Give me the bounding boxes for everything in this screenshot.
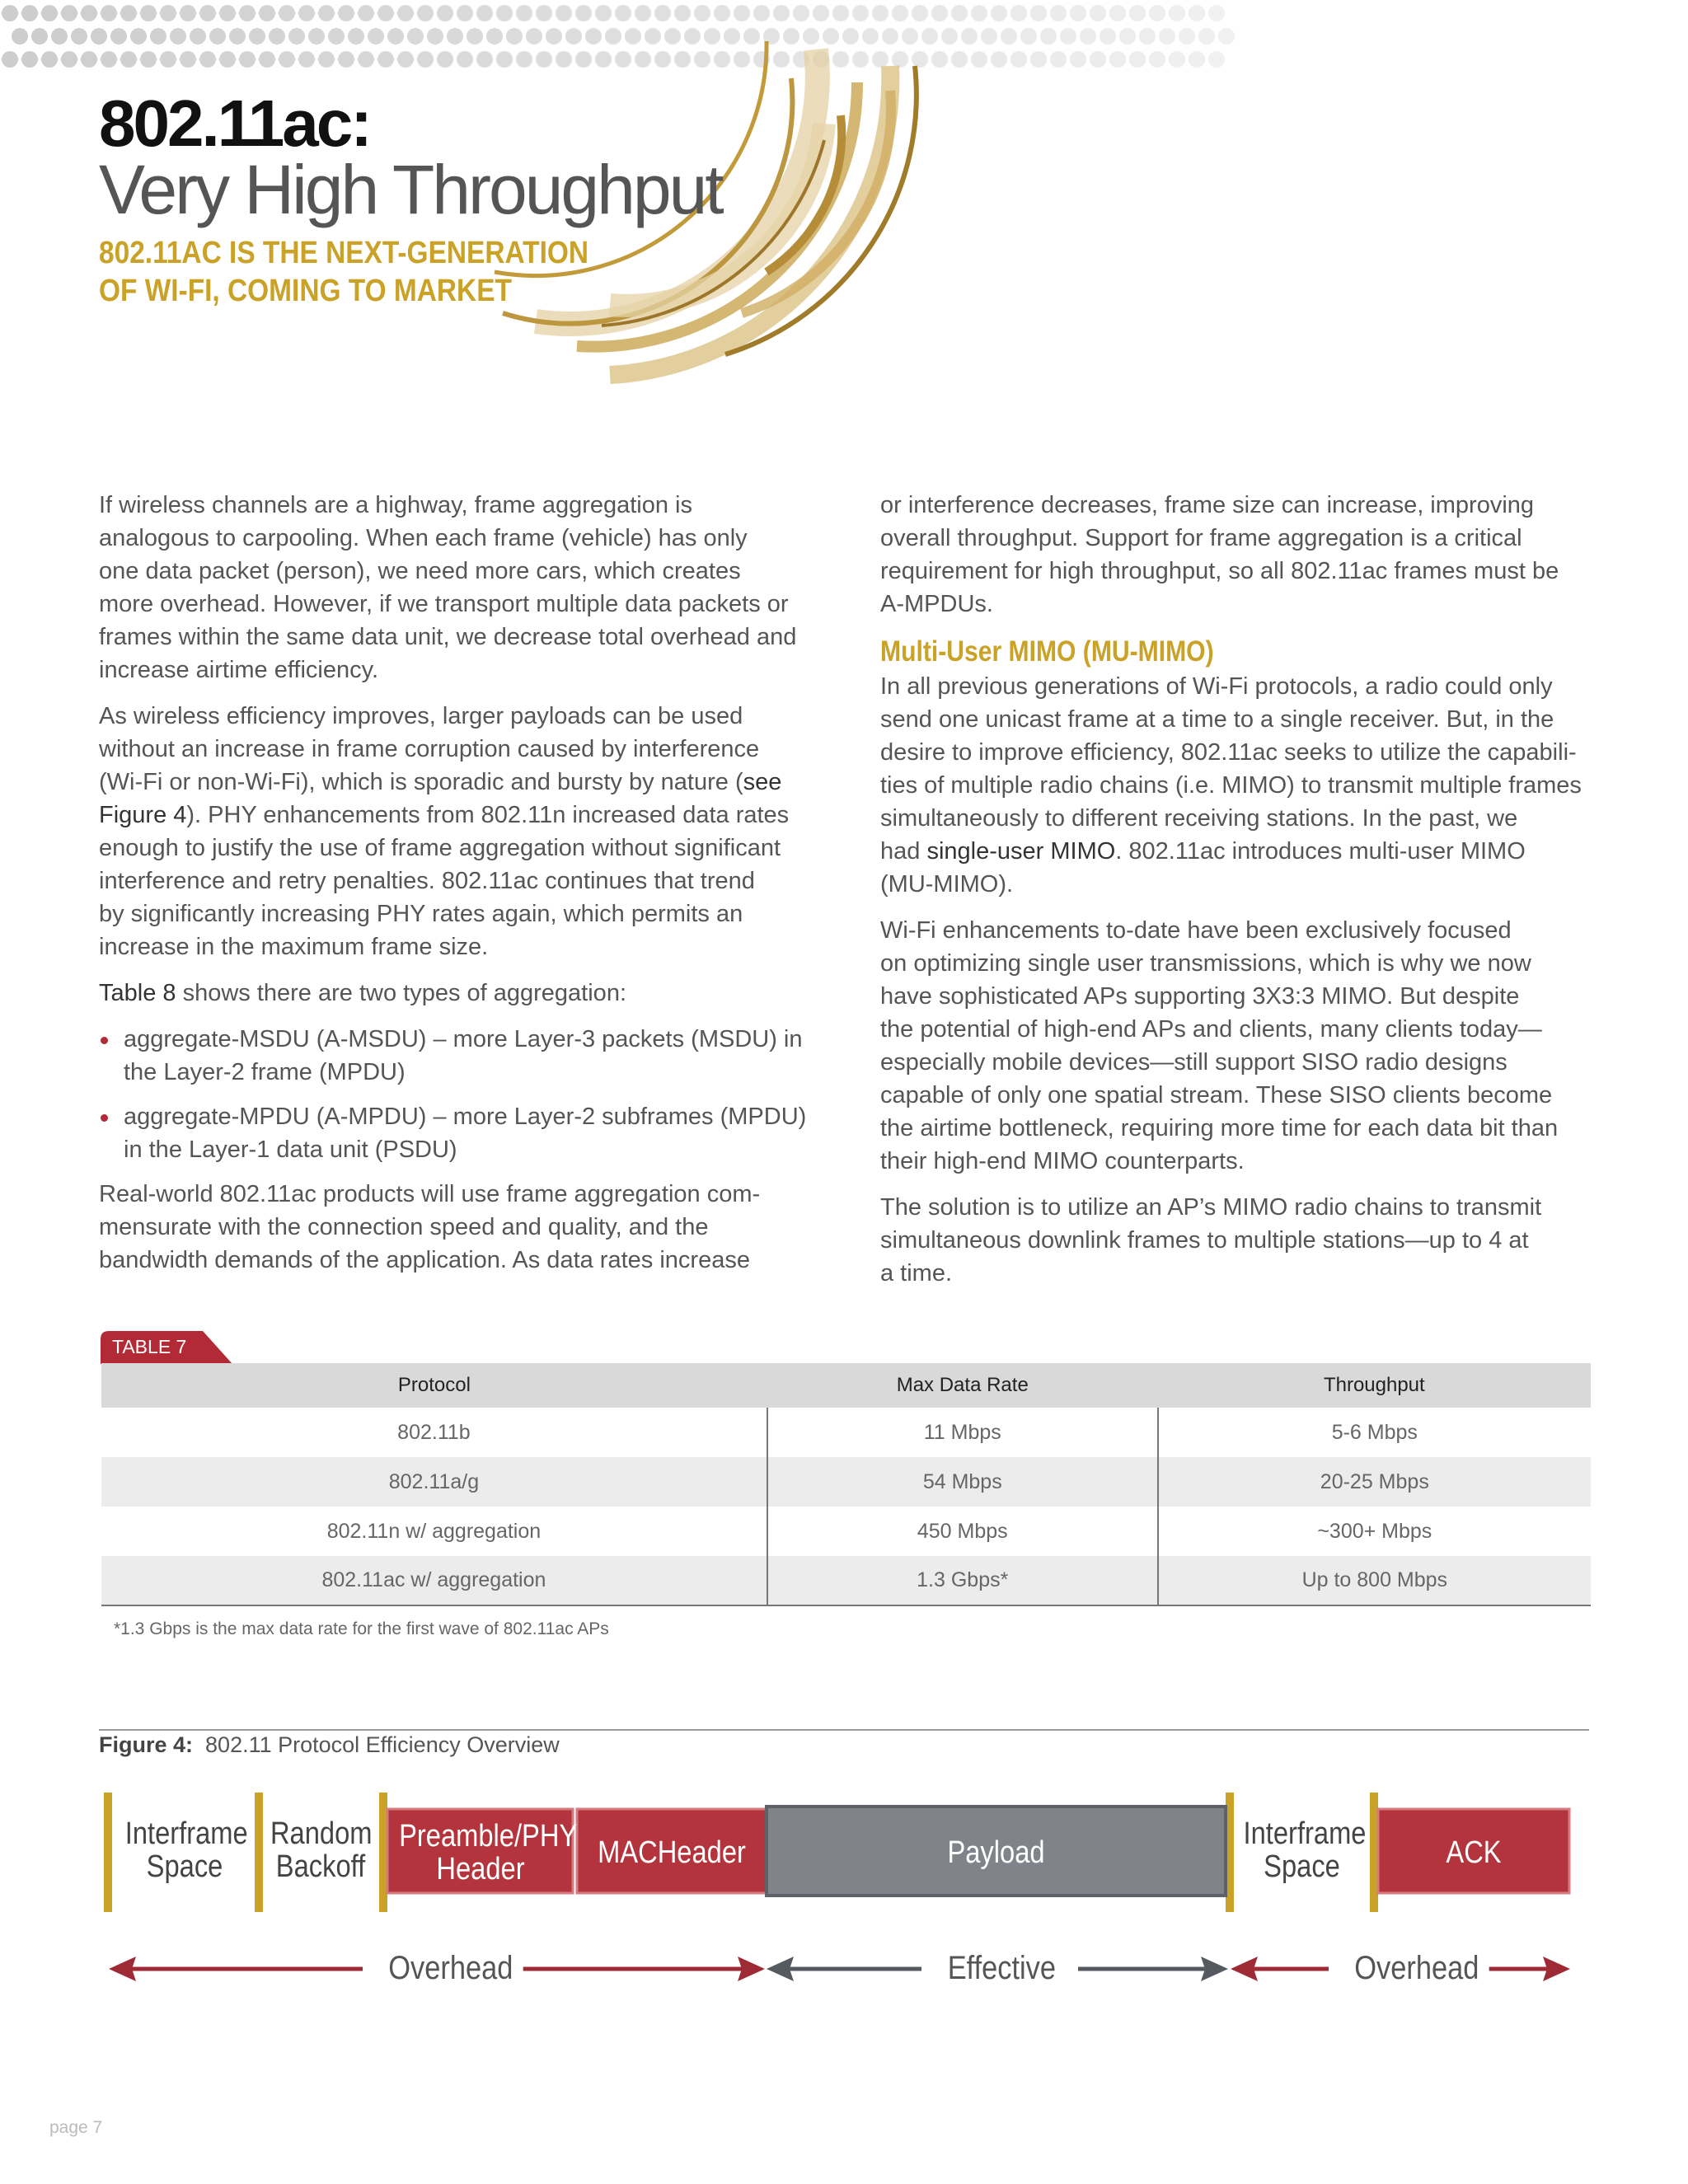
effective-label: Effective: [938, 1950, 1066, 1987]
paragraph: Real-world 802.11ac products will use frame aggregation com- mensurate with the connection speed and quality, and the bandwidth demands of the application. As data rates increase: [99, 1181, 761, 1273]
table-cell: 5-6 Mbps: [1331, 1420, 1418, 1444]
interframe-space-label-2: [1243, 1816, 1367, 1884]
table-cell: Up to 800 Mbps: [1158, 1556, 1591, 1605]
list-item: aggregate-MPDU (A-MPDU) – more Layer-2 subframes (MPDU) in the Layer-1 data unit (PSDU): [99, 1100, 824, 1166]
overhead-label-right: Overhead: [1344, 1950, 1489, 1987]
table-cell: 802.11a/g: [101, 1457, 767, 1507]
payload-label: Payload: [947, 1835, 1045, 1870]
table-cell: 1.3 Gbps*: [767, 1556, 1158, 1605]
subtitle-line-2: OF WI-FI, COMING TO MARKET: [99, 274, 512, 308]
label-line: Header: [436, 1852, 525, 1886]
term-highlight: single-user MIMO: [926, 838, 1116, 865]
label-line: Space: [1264, 1849, 1340, 1884]
paragraph: If wireless channels are a highway, frame aggregation is analogous to carpooling. When each frame (vehicle) has only one data packet (person), we need more cars, which creates more overhead. However, if we transport multiple data packets or frames within the same data unit, we decrease total overhead and increase airtime efficiency.: [99, 492, 797, 683]
table-cell: 802.11ac w/ aggregation: [101, 1556, 767, 1605]
table-cell: 54 Mbps: [767, 1457, 1158, 1507]
paragraph-text: ). PHY enhancements from 802.11n increased data rates enough to justify the use of frame aggregation without significant interference and retry penalties. 802.11ac continues that trend by significantly increasing PHY rates again, which permits an increase in the maximum frame size.: [99, 802, 790, 960]
paragraph-text: . 802.11ac introduces multi-user MIMO (MU-MIMO).: [880, 838, 1526, 898]
interframe-space-label: [124, 1816, 248, 1884]
page-number: page 7: [49, 2118, 103, 2137]
column-header: Protocol: [101, 1363, 767, 1408]
paragraph: The solution is to utilize an AP’s MIMO radio chains to transmit simultaneous downlink frames to multiple stations—up to 4 at a time.: [880, 1194, 1542, 1286]
table-cell: 450 Mbps: [767, 1507, 1158, 1556]
figure-reference-link[interactable]: see Figure 4: [99, 769, 782, 828]
paragraph: or interference decreases, frame size can increase, improving overall throughput. Support for frame aggregation is a critical requirement for high throughput, so all 802.11ac frames must be A-MPDUs.: [880, 492, 1559, 617]
figure-title: 802.11 Protocol Efficiency Overview: [205, 1732, 560, 1757]
separator-bar: [104, 1793, 112, 1912]
table-cell: 20-25 Mbps: [1158, 1457, 1591, 1507]
label-line: Random: [270, 1816, 373, 1851]
subtitle-line-1: 802.11AC IS THE NEXT-GENERATION: [99, 236, 589, 270]
table-cell: ~300+ Mbps: [1317, 1519, 1432, 1543]
table-cell: 11 Mbps: [767, 1408, 1158, 1457]
label-line: Preamble/PHY: [399, 1819, 578, 1854]
label-line: Interframe: [124, 1816, 248, 1851]
mac-header-label: MACHeader: [598, 1835, 746, 1870]
table-footnote: *1.3 Gbps is the max data rate for the first wave of 802.11ac APs: [114, 1619, 609, 1638]
page-title-subline: Very High Throughput: [99, 151, 722, 228]
label-line: Backoff: [275, 1849, 366, 1884]
ack-label: ACK: [1446, 1835, 1502, 1870]
list-item: aggregate-MSDU (A-MSDU) – more Layer-3 packets (MSDU) in the Layer-2 frame (MPDU): [99, 1023, 824, 1089]
separator-bar: [255, 1793, 263, 1912]
paragraph-text: shows there are two types of aggregation:: [176, 980, 626, 1006]
table-reference-link[interactable]: Table 8: [99, 980, 176, 1006]
label-line: Space: [146, 1849, 223, 1884]
table-tag-label: TABLE 7: [112, 1336, 187, 1357]
page-title: 802.11ac:: [99, 87, 370, 160]
random-backoff-label: [270, 1817, 371, 1883]
paragraph-text: As wireless efficiency improves, larger payloads can be used without an increase in frame corruption caused by interference (Wi-Fi or non-Wi-Fi), which is sporadic and bursty by nature (: [99, 703, 760, 795]
column-header: Throughput: [1158, 1363, 1591, 1408]
table-cell: 802.11n w/ aggregation: [101, 1507, 767, 1556]
paragraph: Wi-Fi enhancements to-date have been exclusively focused on optimizing single user transmissions, which is why we now have sophisticated APs supporting 3X3:3 MIMO. But despite the potential of high-end APs and clients, many clients today— especially mobile devices—still support SISO radio designs capable of only one spatial stream. These SISO clients become the airtime bottleneck, requiring more time for each data bit than their high-end MIMO counterparts.: [880, 917, 1559, 1174]
preamble-phy-header-label: [399, 1819, 578, 1886]
paragraph-text: In all previous generations of Wi-Fi protocols, a radio could only send one unicast frame at a time to a single receiver. But, in the desire to improve efficiency, 802.11ac seeks to utilize the capabili- ties of multiple radio chains (i.e. MIMO) to transmit multiple frames simultaneously to different receiving stations. In the past, we had: [880, 673, 1582, 865]
figure-label: Figure 4:: [99, 1732, 194, 1757]
section-heading: Multi-User MIMO (MU-MIMO): [880, 635, 1214, 668]
table-cell: 802.11b: [101, 1408, 767, 1457]
column-header: Max Data Rate: [767, 1363, 1158, 1408]
overhead-label-left: Overhead: [378, 1950, 523, 1987]
label-line: Interframe: [1243, 1816, 1367, 1851]
